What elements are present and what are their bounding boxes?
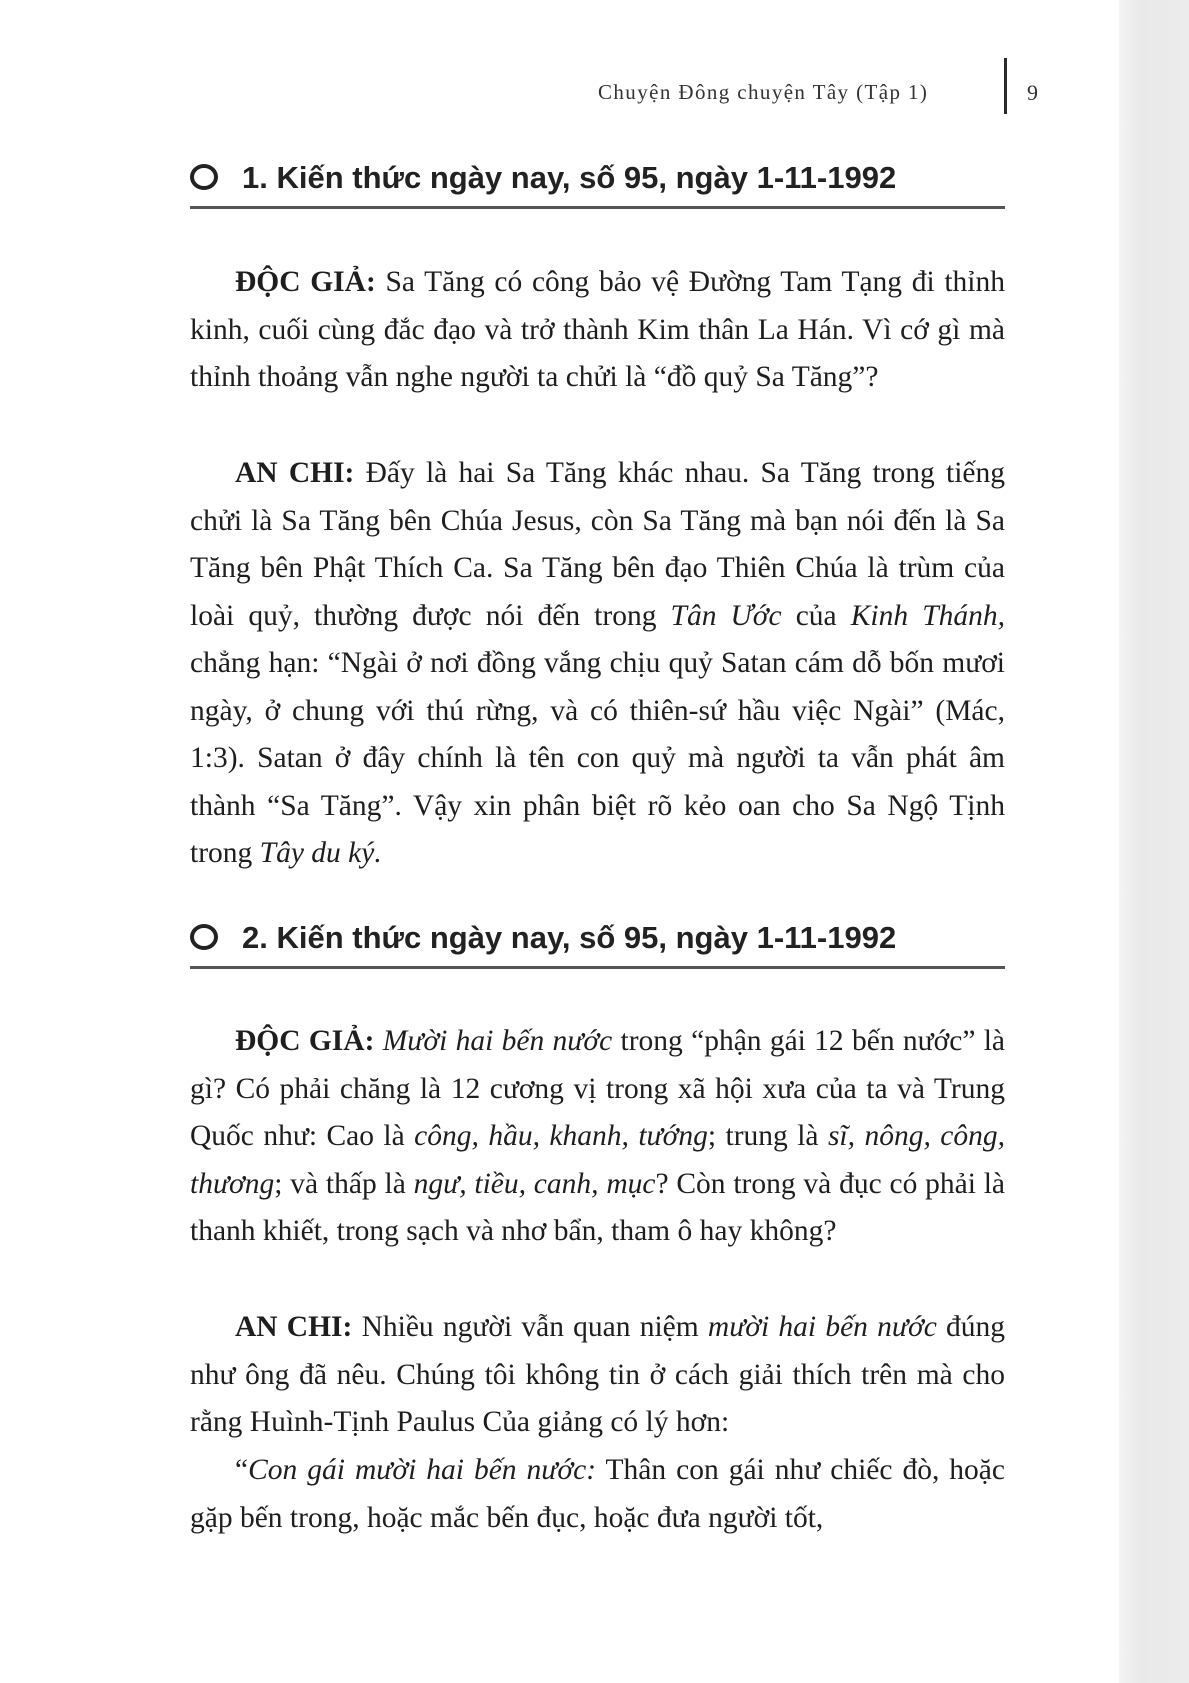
- section-heading-2: [190, 920, 1005, 969]
- answer-paragraph-2: [190, 1304, 1005, 1447]
- circle-bullet-icon: [190, 164, 218, 190]
- italic-phrase: Mười hai bến nước: [382, 1025, 613, 1057]
- speaker-label: ĐỘC GIẢ:: [235, 1025, 375, 1057]
- page-number: 9: [1027, 80, 1038, 105]
- italic-phrase: sĩ, nông, công, thương: [190, 1120, 1005, 1200]
- page-edge-shadow: [1119, 0, 1189, 1683]
- italic-title: Tây du ký.: [259, 837, 382, 869]
- speaker-label: ĐỘC GIẢ:: [235, 266, 376, 298]
- paragraph-text: chẳng hạn: “Ngài ở nơi đồng vắng chịu quỷ Satan cám dỗ bốn mươi ngày, ở chung với thú rừng, và có thiên-sứ hầu việc Ngài” (Mác, 1:3). Satan ở đây chính là tên con quỷ mà người ta vẫn phát âm thành “Sa Tăng”. Vậy xin phân biệt rõ kẻo oan cho Sa Ngộ Tịnh trong: [190, 647, 1005, 869]
- speaker-label: AN CHI:: [235, 457, 355, 489]
- speaker-label: AN CHI:: [235, 1311, 353, 1343]
- italic-phrase: Con gái mười hai bến nước:: [248, 1454, 597, 1486]
- paragraph-text: ; trung là: [707, 1120, 828, 1152]
- paragraph-text: trong “phận gái 12 bến nước” là gì? Có phải chăng là 12 cương vị trong xã hội xưa của ta và Trung Quốc như: Cao là: [190, 1025, 1006, 1152]
- section-heading-text: 1. Kiến thức ngày nay, số 95, ngày 1-11-1992: [242, 160, 897, 195]
- answer-paragraph-1: [190, 450, 1005, 878]
- paragraph-text: Sa Tăng có công bảo vệ Đường Tam Tạng đi thỉnh kinh, cuối cùng đắc đạo và trở thành Kim thân La Hán. Vì cớ gì mà thỉnh thoảng vẫn nghe người ta chửi là “đồ quỷ Sa Tăng”?: [190, 266, 1006, 393]
- paragraph-text: Thân con gái như chiếc đò, hoặc gặp bến trong, hoặc mắc bến đục, hoặc đưa người tốt,: [190, 1454, 1005, 1534]
- paragraph-text: Nhiều người vẫn quan niệm: [352, 1311, 708, 1343]
- question-paragraph-2: [190, 1018, 1005, 1256]
- paragraph-text: đúng như ông đã nêu. Chúng tôi không tin ở cách giải thích trên mà cho rằng Huình-Tịnh Paulus Của giảng có lý hơn:: [190, 1311, 1005, 1438]
- question-paragraph-1: [190, 259, 1005, 402]
- paragraph-text: Đấy là hai Sa Tăng khác nhau. Sa Tăng trong tiếng chửi là Sa Tăng bên Chúa Jesus, còn Sa Tăng mà bạn nói đến là Sa Tăng bên Phật Thích Ca. Sa Tăng bên đạo Thiên Chúa là trùm của loài quỷ, thường được nói đến trong: [190, 457, 1005, 632]
- header-divider: [1004, 58, 1007, 114]
- running-header-title: Chuyện Đông chuyện Tây (Tập 1): [598, 80, 929, 104]
- quote-paragraph: [190, 1447, 1005, 1542]
- circle-bullet-icon: [190, 924, 218, 950]
- paragraph-text: ; và thấp là: [274, 1167, 414, 1200]
- italic-phrase: ngư, tiều, canh, mục: [413, 1167, 656, 1200]
- italic-phrase: công, hầu, khanh, tướng: [414, 1120, 708, 1152]
- section-heading-1: [190, 160, 1005, 209]
- section-heading-text: 2. Kiến thức ngày nay, số 95, ngày 1-11-1992: [242, 920, 897, 955]
- italic-title: Kinh Thánh,: [850, 599, 1005, 632]
- paragraph-text: ? Còn trong và đục có phải là thanh khiết, trong sạch và nhơ bẩn, tham ô hay không?: [190, 1167, 1006, 1247]
- paragraph-text: của: [781, 599, 851, 632]
- italic-title: Tân Ước: [670, 599, 782, 632]
- italic-phrase: mười hai bến nước: [707, 1311, 937, 1343]
- open-quote: “: [235, 1454, 249, 1486]
